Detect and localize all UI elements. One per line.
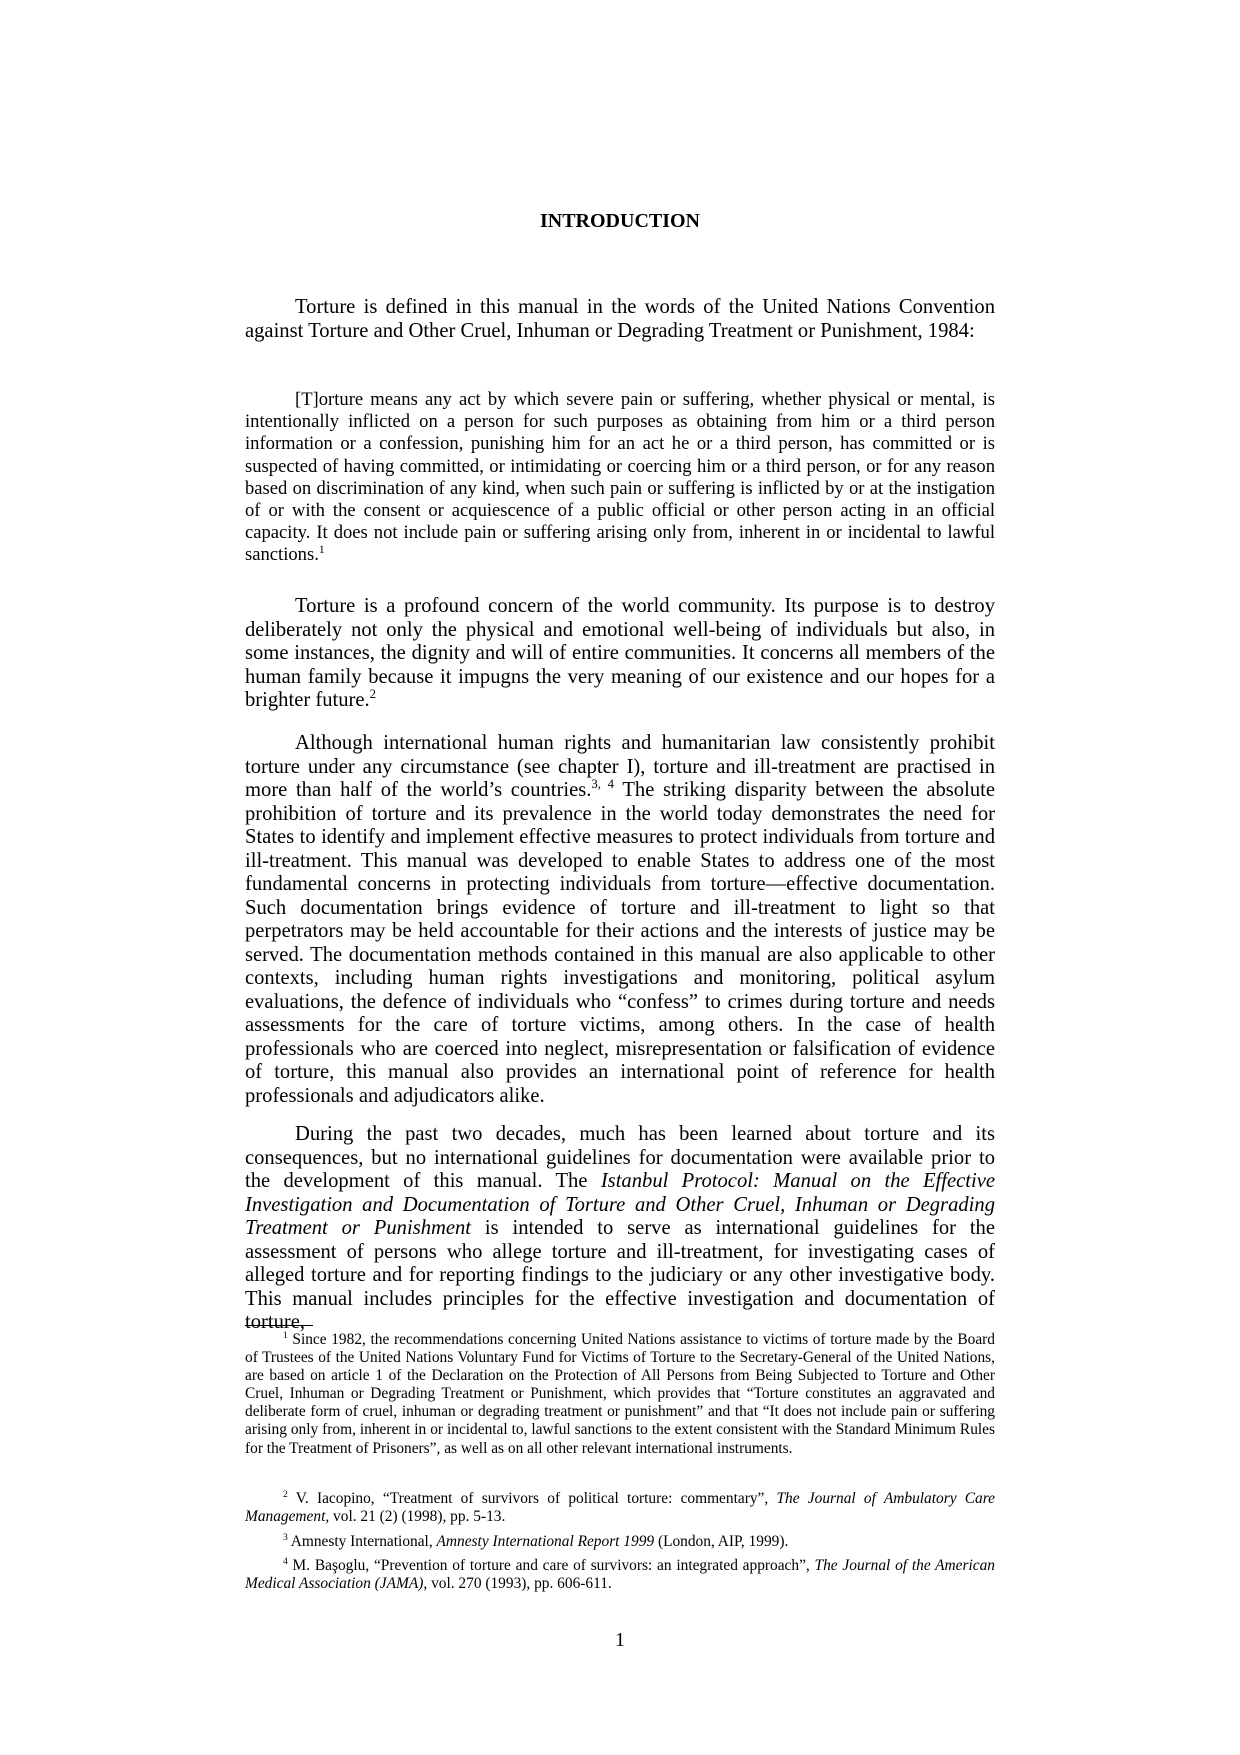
footnote-text: V. Iacopino, “Treatment of survivors of political torture: commentary”,	[287, 1490, 777, 1507]
footnote-text: M. Başoglu, “Prevention of torture and care of survivors: an integrated approach”,	[287, 1557, 815, 1574]
intro-text: Torture is defined in this manual in the words of the United Nations Convention against Torture and Other Cruel, Inhuman or Degrading Treatment or Punishment, 1984:	[245, 296, 995, 342]
page-number: 1	[615, 1629, 625, 1651]
footnote-ref-2[interactable]: 2	[369, 687, 377, 702]
paragraph-text: Torture is a profound concern of the world community. Its purpose is to destroy deliberately not only the physical and emotional well-being of individuals but also, in some instances, the dignity and will of entire communities. It concerns all members of the human family because it impugns the very meaning of our existence and our hopes for a brighter future.	[245, 595, 995, 711]
intro-paragraph	[245, 296, 995, 343]
paragraph-world-concern	[245, 595, 995, 713]
footnote-number: 4	[283, 1555, 288, 1567]
footnote-number: 2	[283, 1488, 288, 1500]
footnote-2	[245, 1490, 995, 1526]
manual-title: Istanbul Protocol: Manual on the Effective Investigation and Documentation of Torture and Other Cruel, Inhuman or Degrading Treatment or Punishment	[245, 1170, 995, 1239]
footnote-text-end: , vol. 270 (1993), pp. 606-611.	[423, 1575, 612, 1593]
footnote-text-end: (London, AIP, 1999).	[654, 1533, 789, 1550]
journal-title: The Journal of Ambulatory Care Management	[245, 1490, 995, 1526]
footnote-ref-3-4[interactable]: 3, 4	[591, 777, 615, 792]
footnote-text: Since 1982, the recommendations concerning United Nations assistance to victims of torture made by the Board of Trustees of the United Nations Voluntary Fund for Victims of Torture to the Secretary-General of the United Nations, are based on article 1 of the Declaration on the Protection of All Persons from Being Subjected to Torture and Other Cruel, Inhuman or Degrading Treatment or Punishment, which provides that “Torture constitutes an aggravated and deliberate form of cruel, inhuman or degrading treatment or punishment” and that “It does not include pain or suffering arising only from, inherent in or incidental to, lawful sanctions to the extent consistent with the Standard Minimum Rules for the Treatment of Prisoners”, as well as on all other relevant international instruments.	[245, 1331, 995, 1457]
page-title: INTRODUCTION	[539, 210, 701, 232]
footnote-text-end: , vol. 21 (2) (1998), pp. 5-13.	[325, 1508, 506, 1526]
footnote-number: 3	[283, 1531, 288, 1543]
paragraph-text-start: Although international human rights and humanitarian law consistently prohibit torture under any circumstance (see chapter I), torture and ill-treatment are practised in more than half of the world’s countries.	[245, 732, 995, 801]
paragraph-istanbul-protocol	[245, 1123, 995, 1335]
footnote-ref-1[interactable]: 1	[318, 544, 325, 557]
report-title: Amnesty International Report 1999	[436, 1533, 655, 1550]
paragraph-prohibition	[245, 732, 995, 1108]
footnote-separator	[245, 1325, 313, 1326]
footnote-number: 1	[283, 1329, 288, 1341]
footnote-1	[245, 1331, 995, 1458]
paragraph-text-start: During the past two decades, much has been learned about torture and its consequences, but no international guidelines for documentation were available prior to the development of this manual. The	[245, 1123, 995, 1192]
paragraph-text-end: The striking disparity between the absolute prohibition of torture and its prevalence in the world today demonstrates the need for States to identify and implement effective measures to protect individuals from torture and ill-treatment. This manual was developed to enable States to address one of the most fundamental concerns in protecting individuals from torture—effective documentation. Such documentation brings evidence of torture and ill-treatment to light so that perpetrators may be held accountable for their actions and the interests of justice may be served. The documentation methods contained in this manual are also applicable to other contexts, including human rights investigations and monitoring, political asylum evaluations, the defence of individuals who “confess” to crimes during torture and needs assessments for the care of torture victims, among others. In the case of health professionals who are coerced into neglect, misrepresentation or falsification of evidence of torture, this manual also provides an international point of reference for health professionals and adjudicators alike.	[245, 779, 995, 1107]
paragraph-text-end: is intended to serve as international guidelines for the assessment of persons who allege torture and ill-treatment, for investigating cases of alleged torture and for reporting findings to the judiciary or any other investigative body. This manual includes principles for the effective investigation and documentation of torture,	[245, 1217, 995, 1333]
footnote-text: Amnesty International,	[287, 1533, 437, 1550]
footnote-4	[245, 1557, 995, 1593]
footnote-3	[245, 1533, 995, 1551]
journal-title: The Journal of the American Medical Association (JAMA)	[245, 1557, 995, 1593]
quote-text: [T]orture means any act by which severe pain or suffering, whether physical or mental, is intentionally inflicted on a person for such purposes as obtaining from him or a third person information or a confession, punishing him for an act he or a third person, has committed or is suspected of having committed, or intimidating or coercing him or a third person, or for any reason based on discrimination of any kind, when such pain or suffering is inflicted by or at the instigation of or with the consent or acquiescence of a public official or other person acting in an official capacity. It does not include pain or suffering arising only from, inherent in or incidental to lawful sanctions.	[245, 389, 995, 566]
convention-quote	[245, 389, 995, 567]
